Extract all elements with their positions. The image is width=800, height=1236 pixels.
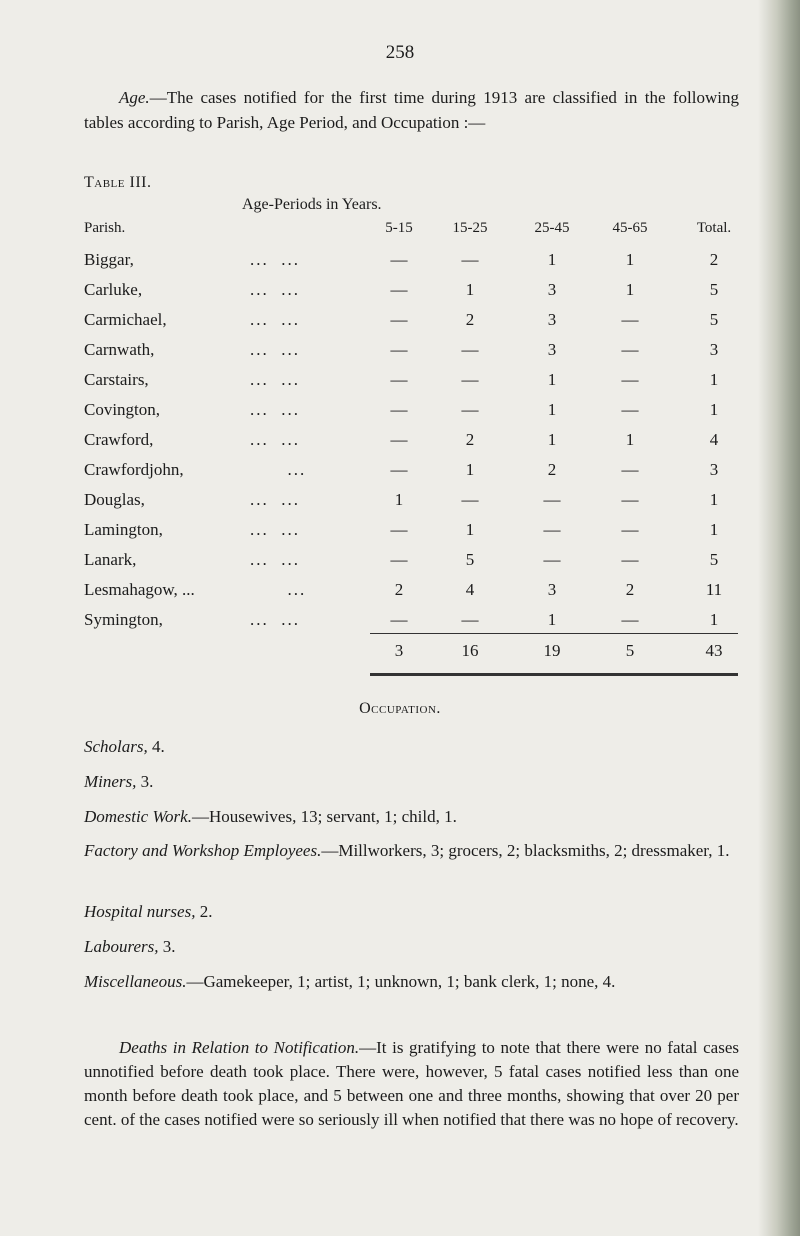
cell-value: 1 xyxy=(547,610,557,629)
total-25-45: 19 xyxy=(543,641,561,660)
leader-dots: ... ... xyxy=(250,340,300,359)
cell-value: — xyxy=(621,400,639,419)
parish-name: Douglas, xyxy=(84,490,145,509)
table-row xyxy=(0,280,800,310)
cell-value: 2 xyxy=(465,430,475,449)
cell-value: — xyxy=(390,310,408,329)
parish-name: Biggar, xyxy=(84,250,134,269)
cell-value: 3 xyxy=(709,340,719,359)
cell-value: 3 xyxy=(709,460,719,479)
cell-value: — xyxy=(461,400,479,419)
cell-value: 1 xyxy=(709,490,719,509)
table-label: Table III. xyxy=(84,174,152,191)
leader-dots: ... ... xyxy=(250,520,300,539)
total-total: 43 xyxy=(705,641,723,660)
table-row xyxy=(0,250,800,280)
cell-value: 1 xyxy=(465,280,475,299)
cell-value: 3 xyxy=(547,310,557,329)
table-caption: Age-Periods in Years. xyxy=(242,196,382,213)
header-col-15-25: 15-25 xyxy=(452,220,488,236)
occupation-item: Domestic Work.—Housewives, 13; servant, 1; child, 1. xyxy=(84,807,457,826)
cell-value: 1 xyxy=(625,280,635,299)
cell-value: 1 xyxy=(709,370,719,389)
parish-name: Carstairs, xyxy=(84,370,149,389)
table-bottom-rule xyxy=(370,673,738,676)
leader-dots: ... ... xyxy=(250,280,300,299)
occupation-item: Miners, 3. xyxy=(84,772,154,791)
occupation-item: Scholars, 4. xyxy=(84,737,165,756)
cell-value: 3 xyxy=(547,280,557,299)
table-row xyxy=(0,490,800,520)
parish-name: Carnwath, xyxy=(84,340,155,359)
cell-value: 1 xyxy=(625,430,635,449)
cell-value: — xyxy=(543,490,561,509)
parish-name: Lanark, xyxy=(84,550,137,569)
total-45-65: 5 xyxy=(625,641,635,660)
parish-name: Lamington, xyxy=(84,520,163,539)
leader-dots: ... ... xyxy=(250,310,300,329)
cell-value: — xyxy=(390,340,408,359)
cell-value: — xyxy=(621,520,639,539)
table-row xyxy=(0,340,800,370)
parish-name: Symington, xyxy=(84,610,163,629)
cell-value: 5 xyxy=(709,280,719,299)
cell-value: 3 xyxy=(547,580,557,599)
cell-value: 5 xyxy=(709,550,719,569)
table-row xyxy=(0,310,800,340)
total-15-25: 16 xyxy=(461,641,479,660)
cell-value: 1 xyxy=(625,250,635,269)
table-row xyxy=(0,610,800,640)
header-col-5-15: 5-15 xyxy=(385,220,413,236)
table-row xyxy=(0,400,800,430)
deaths-text: —It is gratifying to note that there were no fatal cases unnotified before death took place. There were, however, 5 fatal cases notified less than one month before death took place, and 5 between one and three months, showing that over 20 per cent. of the cases notified were so seriously ill when notified that there was no hope of recovery. xyxy=(84,1038,739,1129)
cell-value: — xyxy=(390,370,408,389)
intro-text: —The cases notified for the first time during 1913 are classified in the following tables according to Parish, Age Period, and Occupation :— xyxy=(84,88,739,132)
table-header-row xyxy=(0,220,800,250)
leader-dots: ... xyxy=(250,460,307,479)
leader-dots: ... ... xyxy=(250,610,300,629)
header-col-25-45: 25-45 xyxy=(534,220,570,236)
cell-value: — xyxy=(543,520,561,539)
cell-value: — xyxy=(390,610,408,629)
cell-value: 4 xyxy=(709,430,719,449)
leader-dots: ... ... xyxy=(250,370,300,389)
parish-name: Crawfordjohn, xyxy=(84,460,184,479)
cell-value: — xyxy=(621,340,639,359)
cell-value: 1 xyxy=(547,250,557,269)
deaths-paragraph xyxy=(84,1036,739,1132)
cell-value: — xyxy=(390,250,408,269)
table-row xyxy=(0,580,800,610)
cell-value: — xyxy=(461,490,479,509)
cell-value: — xyxy=(390,550,408,569)
cell-value: 11 xyxy=(705,580,723,599)
sum-rule xyxy=(370,633,738,634)
cell-value: 1 xyxy=(465,460,475,479)
cell-value: — xyxy=(621,490,639,509)
cell-value: — xyxy=(621,550,639,569)
cell-value: 2 xyxy=(465,310,475,329)
header-col-45-65: 45-65 xyxy=(612,220,648,236)
parish-name: Lesmahagow, ... xyxy=(84,580,195,599)
occupation-item: Labourers, 3. xyxy=(84,937,176,956)
cell-value: — xyxy=(461,250,479,269)
cell-value: 1 xyxy=(394,490,404,509)
cell-value: 3 xyxy=(547,340,557,359)
cell-value: — xyxy=(390,430,408,449)
cell-value: 1 xyxy=(547,370,557,389)
leader-dots: ... ... xyxy=(250,430,300,449)
cell-value: — xyxy=(461,610,479,629)
page-number: 258 xyxy=(385,42,415,63)
cell-value: 1 xyxy=(709,520,719,539)
cell-value: 4 xyxy=(465,580,475,599)
cell-value: 5 xyxy=(709,310,719,329)
table-row xyxy=(0,460,800,490)
leader-dots: ... xyxy=(250,580,307,599)
occupation-item: Factory and Workshop Employees.—Millworkers, 3; grocers, 2; blacksmiths, 2; dressmaker, 1. xyxy=(84,841,730,860)
table-row xyxy=(0,430,800,460)
parish-name: Crawford, xyxy=(84,430,154,449)
table-row xyxy=(0,550,800,580)
parish-name: Covington, xyxy=(84,400,161,419)
total-5-15: 3 xyxy=(394,641,404,660)
cell-value: — xyxy=(390,520,408,539)
cell-value: 1 xyxy=(709,400,719,419)
leader-dots: ... ... xyxy=(250,250,300,269)
cell-value: 1 xyxy=(465,520,475,539)
parish-name: Carluke, xyxy=(84,280,143,299)
leader-dots: ... ... xyxy=(250,490,300,509)
cell-value: 5 xyxy=(465,550,475,569)
leader-dots: ... ... xyxy=(250,400,300,419)
cell-value: 1 xyxy=(547,430,557,449)
cell-value: 2 xyxy=(709,250,719,269)
cell-value: 2 xyxy=(547,460,557,479)
table-totals-row xyxy=(0,641,800,671)
occupation-item: Miscellaneous.—Gamekeeper, 1; artist, 1; unknown, 1; bank clerk, 1; none, 4. xyxy=(84,972,616,991)
cell-value: 2 xyxy=(394,580,404,599)
header-parish: Parish. xyxy=(84,220,126,236)
deaths-heading: Deaths in Relation to Notification. xyxy=(119,1038,360,1057)
occupation-item: Hospital nurses, 2. xyxy=(84,902,213,921)
intro-paragraph xyxy=(84,86,739,135)
cell-value: — xyxy=(390,400,408,419)
intro-heading: Age. xyxy=(119,88,150,107)
cell-value: — xyxy=(461,370,479,389)
cell-value: — xyxy=(390,280,408,299)
cell-value: — xyxy=(621,310,639,329)
leader-dots: ... ... xyxy=(250,550,300,569)
cell-value: — xyxy=(543,550,561,569)
table-row xyxy=(0,520,800,550)
cell-value: 1 xyxy=(547,400,557,419)
cell-value: — xyxy=(461,340,479,359)
occupation-title: Occupation. xyxy=(359,700,441,717)
table-row xyxy=(0,370,800,400)
cell-value: — xyxy=(621,610,639,629)
header-col-total: Total. xyxy=(696,220,732,236)
cell-value: — xyxy=(621,370,639,389)
cell-value: — xyxy=(621,460,639,479)
cell-value: — xyxy=(390,460,408,479)
cell-value: 1 xyxy=(709,610,719,629)
cell-value: 2 xyxy=(625,580,635,599)
parish-name: Carmichael, xyxy=(84,310,167,329)
